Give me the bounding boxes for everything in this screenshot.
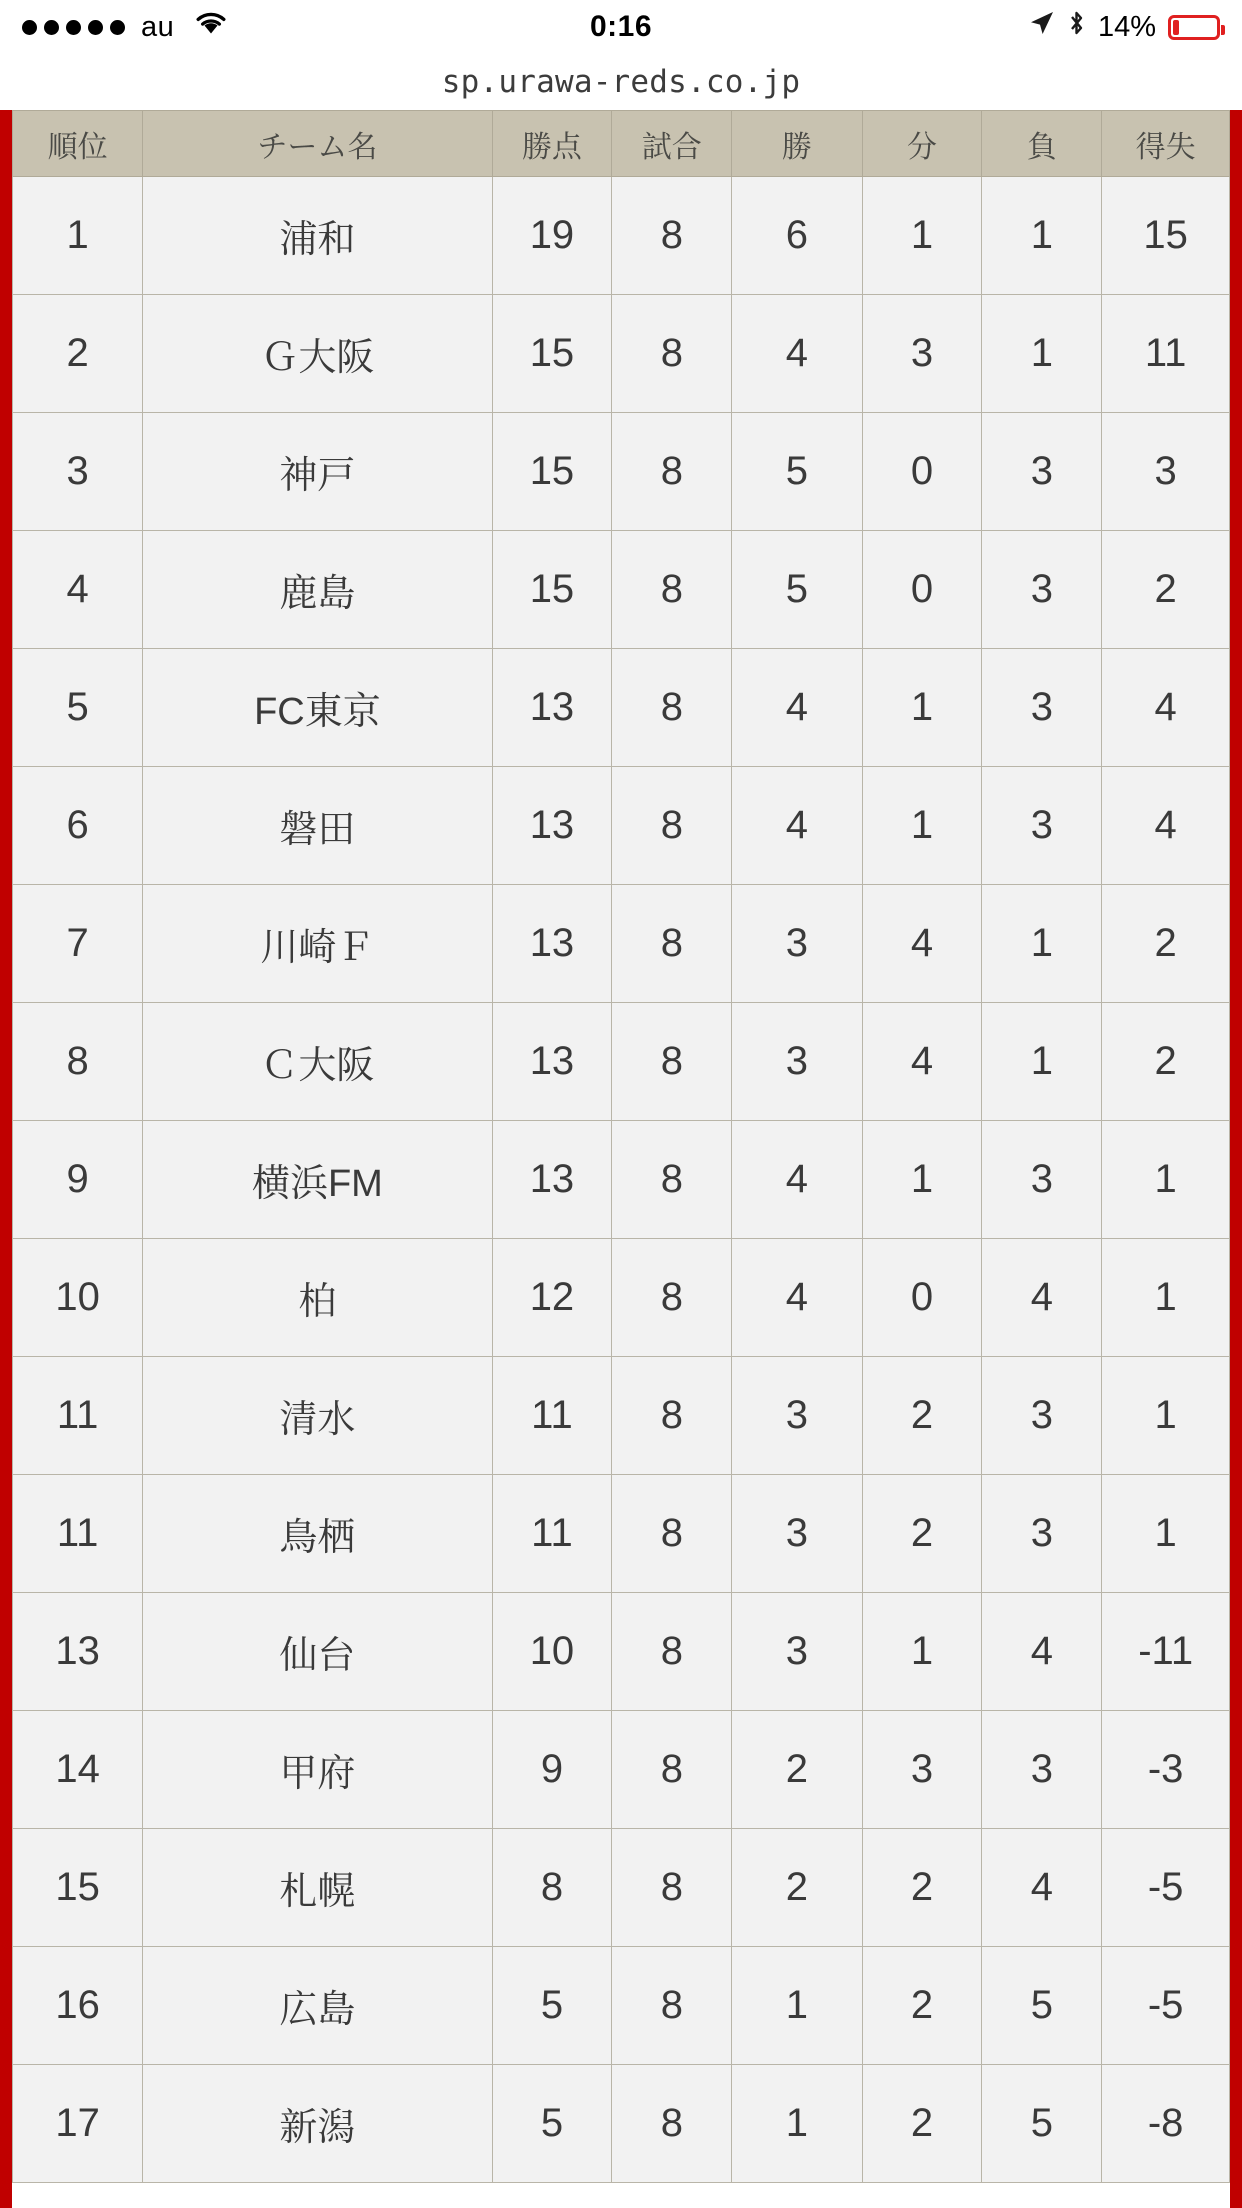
header-gd: 得失: [1102, 111, 1230, 177]
cell-rank: 14: [13, 1711, 143, 1829]
cell-team: 川崎Ｆ: [143, 885, 492, 1003]
table-row[interactable]: [13, 413, 1230, 531]
cell-team: 仙台: [143, 1593, 492, 1711]
cell-games: 8: [612, 1711, 732, 1829]
cell-team: 新潟: [143, 2065, 492, 2183]
cell-gd: -8: [1102, 2065, 1230, 2183]
cell-rank: 1: [13, 177, 143, 295]
table-header: [13, 111, 1230, 177]
table-row[interactable]: [13, 1829, 1230, 1947]
table-row[interactable]: [13, 1003, 1230, 1121]
cell-win: 4: [732, 295, 862, 413]
cell-rank: 11: [13, 1475, 143, 1593]
cell-games: 8: [612, 767, 732, 885]
cell-draw: 0: [862, 413, 982, 531]
cell-win: 4: [732, 1121, 862, 1239]
cell-points: 15: [492, 295, 612, 413]
cell-loss: 4: [982, 1593, 1102, 1711]
cell-win: 2: [732, 1829, 862, 1947]
cell-points: 10: [492, 1593, 612, 1711]
cell-win: 4: [732, 767, 862, 885]
cell-draw: 1: [862, 649, 982, 767]
cell-rank: 17: [13, 2065, 143, 2183]
address-bar[interactable]: [0, 54, 1242, 110]
cell-rank: 15: [13, 1829, 143, 1947]
page-content: [0, 110, 1242, 2208]
cell-draw: 4: [862, 1003, 982, 1121]
cell-gd: 1: [1102, 1475, 1230, 1593]
cell-team: Ｃ大阪: [143, 1003, 492, 1121]
battery-icon: [1168, 15, 1220, 40]
table-row[interactable]: [13, 1357, 1230, 1475]
cell-games: 8: [612, 531, 732, 649]
cell-points: 13: [492, 1121, 612, 1239]
cell-win: 1: [732, 1947, 862, 2065]
cell-points: 13: [492, 767, 612, 885]
cell-points: 11: [492, 1475, 612, 1593]
cell-gd: -11: [1102, 1593, 1230, 1711]
header-points: 勝点: [492, 111, 612, 177]
cell-rank: 10: [13, 1239, 143, 1357]
table-row[interactable]: [13, 649, 1230, 767]
cell-points: 19: [492, 177, 612, 295]
standings-table: [12, 110, 1230, 2183]
cell-win: 2: [732, 1711, 862, 1829]
table-row[interactable]: [13, 1947, 1230, 2065]
cell-games: 8: [612, 885, 732, 1003]
cell-team: 浦和: [143, 177, 492, 295]
cell-win: 4: [732, 649, 862, 767]
cell-gd: 11: [1102, 295, 1230, 413]
cell-draw: 1: [862, 1121, 982, 1239]
cell-loss: 3: [982, 1711, 1102, 1829]
cell-games: 8: [612, 2065, 732, 2183]
cell-team: FC東京: [143, 649, 492, 767]
cell-draw: 2: [862, 1475, 982, 1593]
cell-points: 9: [492, 1711, 612, 1829]
cell-gd: -5: [1102, 1947, 1230, 2065]
cell-games: 8: [612, 1475, 732, 1593]
cell-points: 5: [492, 2065, 612, 2183]
clock-label: 0:16: [589, 10, 653, 43]
cell-gd: -5: [1102, 1829, 1230, 1947]
cell-loss: 4: [982, 1239, 1102, 1357]
cell-rank: 8: [13, 1003, 143, 1121]
cell-team: 横浜FM: [143, 1121, 492, 1239]
cell-win: 3: [732, 885, 862, 1003]
table-row[interactable]: [13, 2065, 1230, 2183]
cell-gd: 1: [1102, 1121, 1230, 1239]
cell-rank: 11: [13, 1357, 143, 1475]
cell-loss: 3: [982, 649, 1102, 767]
cell-rank: 6: [13, 767, 143, 885]
cell-loss: 1: [982, 295, 1102, 413]
cell-games: 8: [612, 177, 732, 295]
cell-games: 8: [612, 1593, 732, 1711]
cell-gd: 2: [1102, 1003, 1230, 1121]
cell-points: 15: [492, 531, 612, 649]
cell-draw: 3: [862, 295, 982, 413]
cell-gd: 15: [1102, 177, 1230, 295]
table-row[interactable]: [13, 1121, 1230, 1239]
cell-games: 8: [612, 649, 732, 767]
cell-win: 5: [732, 413, 862, 531]
cell-points: 8: [492, 1829, 612, 1947]
header-draw: 分: [862, 111, 982, 177]
cell-draw: 4: [862, 885, 982, 1003]
header-row: [13, 111, 1230, 177]
status-bar: [0, 0, 1242, 54]
cell-win: 3: [732, 1003, 862, 1121]
header-loss: 負: [982, 111, 1102, 177]
cell-games: 8: [612, 1947, 732, 2065]
cell-rank: 9: [13, 1121, 143, 1239]
header-team: チーム名: [143, 111, 492, 177]
cell-team: 神戸: [143, 413, 492, 531]
table-row[interactable]: [13, 767, 1230, 885]
cell-draw: 1: [862, 767, 982, 885]
table-row[interactable]: [13, 1239, 1230, 1357]
cell-games: 8: [612, 1829, 732, 1947]
cell-rank: 16: [13, 1947, 143, 2065]
cell-rank: 13: [13, 1593, 143, 1711]
cell-gd: 1: [1102, 1357, 1230, 1475]
table-row[interactable]: [13, 1711, 1230, 1829]
cell-win: 3: [732, 1475, 862, 1593]
table-row[interactable]: [13, 885, 1230, 1003]
cell-loss: 3: [982, 413, 1102, 531]
cell-points: 15: [492, 413, 612, 531]
cell-loss: 3: [982, 1475, 1102, 1593]
cell-points: 5: [492, 1947, 612, 2065]
cell-gd: -3: [1102, 1711, 1230, 1829]
cell-team: Ｇ大阪: [143, 295, 492, 413]
cell-team: 清水: [143, 1357, 492, 1475]
cell-loss: 3: [982, 1357, 1102, 1475]
cell-gd: 1: [1102, 1239, 1230, 1357]
header-rank: 順位: [13, 111, 143, 177]
cell-draw: 2: [862, 1357, 982, 1475]
cell-rank: 7: [13, 885, 143, 1003]
table-body: [13, 177, 1230, 2183]
cell-team: 甲府: [143, 1711, 492, 1829]
url-text: sp.urawa-reds.co.jp: [441, 64, 801, 100]
cell-rank: 5: [13, 649, 143, 767]
carrier-label: au: [141, 10, 175, 43]
cell-team: 鳥栖: [143, 1475, 492, 1593]
cell-gd: 2: [1102, 531, 1230, 649]
cell-win: 5: [732, 531, 862, 649]
cell-win: 3: [732, 1357, 862, 1475]
table-row[interactable]: [13, 1593, 1230, 1711]
cell-rank: 3: [13, 413, 143, 531]
cell-loss: 4: [982, 1829, 1102, 1947]
battery-percent-label: 14%: [1097, 10, 1156, 43]
cell-points: 13: [492, 885, 612, 1003]
cell-loss: 3: [982, 531, 1102, 649]
table-row[interactable]: [13, 1475, 1230, 1593]
cell-loss: 5: [982, 1947, 1102, 2065]
header-win: 勝: [732, 111, 862, 177]
cell-points: 13: [492, 649, 612, 767]
cell-draw: 2: [862, 2065, 982, 2183]
cell-games: 8: [612, 1003, 732, 1121]
cell-games: 8: [612, 1239, 732, 1357]
cell-games: 8: [612, 1357, 732, 1475]
cell-team: 広島: [143, 1947, 492, 2065]
cell-win: 6: [732, 177, 862, 295]
cell-points: 12: [492, 1239, 612, 1357]
cell-loss: 1: [982, 1003, 1102, 1121]
cell-gd: 4: [1102, 767, 1230, 885]
cell-rank: 4: [13, 531, 143, 649]
cell-rank: 2: [13, 295, 143, 413]
cell-win: 3: [732, 1593, 862, 1711]
cell-games: 8: [612, 295, 732, 413]
cell-loss: 1: [982, 885, 1102, 1003]
cell-loss: 5: [982, 2065, 1102, 2183]
cell-draw: 1: [862, 177, 982, 295]
cell-games: 8: [612, 413, 732, 531]
header-games: 試合: [612, 111, 732, 177]
cell-loss: 3: [982, 767, 1102, 885]
cell-loss: 3: [982, 1121, 1102, 1239]
cell-points: 11: [492, 1357, 612, 1475]
cell-team: 柏: [143, 1239, 492, 1357]
cell-games: 8: [612, 1121, 732, 1239]
cell-draw: 1: [862, 1593, 982, 1711]
cell-gd: 4: [1102, 649, 1230, 767]
cell-draw: 2: [862, 1829, 982, 1947]
cell-team: 札幌: [143, 1829, 492, 1947]
cell-draw: 0: [862, 1239, 982, 1357]
cell-loss: 1: [982, 177, 1102, 295]
cell-points: 13: [492, 1003, 612, 1121]
cell-gd: 3: [1102, 413, 1230, 531]
cell-gd: 2: [1102, 885, 1230, 1003]
cell-win: 1: [732, 2065, 862, 2183]
table-row[interactable]: [13, 531, 1230, 649]
table-row[interactable]: [13, 177, 1230, 295]
cell-draw: 2: [862, 1947, 982, 2065]
cell-team: 磐田: [143, 767, 492, 885]
cell-draw: 0: [862, 531, 982, 649]
table-row[interactable]: [13, 295, 1230, 413]
cell-draw: 3: [862, 1711, 982, 1829]
cell-win: 4: [732, 1239, 862, 1357]
cell-team: 鹿島: [143, 531, 492, 649]
